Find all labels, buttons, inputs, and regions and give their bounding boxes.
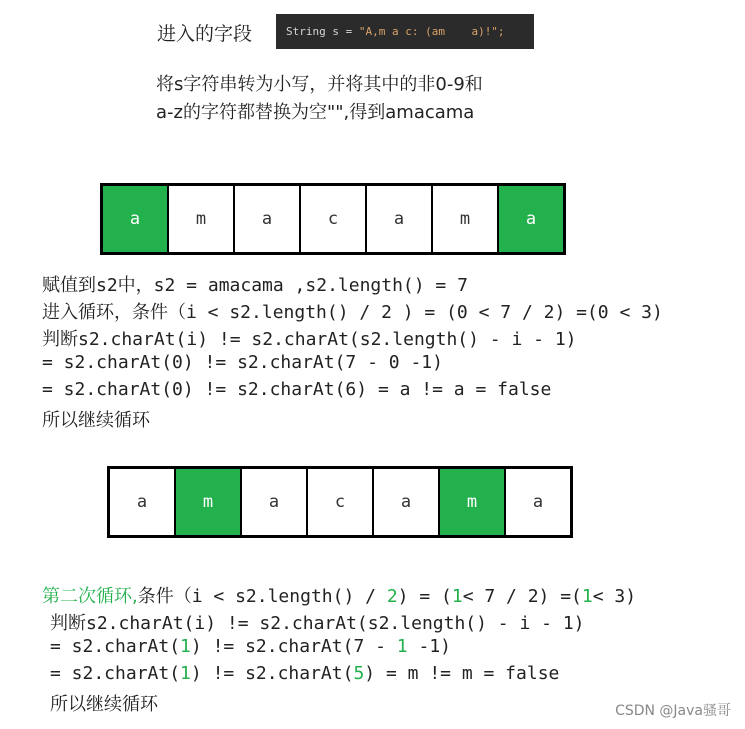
code-prefix: String s =	[286, 25, 359, 38]
step1-line: 所以继续循环	[42, 410, 150, 431]
array-cell: a	[499, 186, 563, 252]
field-label: 进入的字段	[157, 23, 253, 45]
array-cell: c	[301, 186, 367, 252]
array-second-iteration	[107, 466, 573, 538]
step1-line: = s2.charAt(0) != s2.charAt(7 - 0 -1)	[42, 352, 443, 373]
text-segment: < 7 / 2) =(	[462, 586, 582, 607]
highlight-value: 2	[386, 586, 398, 607]
highlight-value: 1	[396, 636, 408, 657]
array-cell: a	[235, 186, 301, 252]
array-cell: m	[440, 469, 506, 535]
text-segment: ) = m != m = false	[364, 663, 560, 684]
array-cell: a	[242, 469, 308, 535]
array-cell: a	[103, 186, 169, 252]
step1-line: 判断s2.charAt(i) != s2.charAt(s2.length() - i - 1)	[42, 329, 577, 350]
array-cell: a	[374, 469, 440, 535]
array-cell: a	[110, 469, 176, 535]
watermark: CSDN @Java骚哥	[615, 703, 731, 719]
text-segment: ) != s2.charAt(	[190, 663, 354, 684]
step1-line: 赋值到s2中，s2 = amacama ,s2.length() = 7	[42, 275, 468, 296]
text-segment: 条件（i < s2.length() /	[137, 586, 387, 607]
step2-line-3	[50, 636, 451, 657]
description-line-1: 将s字符串转为小写，并将其中的非0-9和	[156, 74, 483, 95]
step2-line-2: 判断s2.charAt(i) != s2.charAt(s2.length() - i - 1)	[50, 613, 585, 634]
array-cell: m	[433, 186, 499, 252]
second-loop-label: 第二次循环,	[42, 586, 138, 607]
array-cell: m	[169, 186, 235, 252]
highlight-value: 1	[180, 663, 191, 684]
step2-line-1	[42, 582, 636, 608]
highlight-value: 1	[451, 586, 463, 607]
text-segment: = s2.charAt(	[50, 663, 181, 684]
text-segment: = s2.charAt(	[50, 636, 181, 657]
highlight-value: 1	[180, 636, 191, 657]
array-cell: c	[308, 469, 374, 535]
array-cell: a	[506, 469, 570, 535]
code-snippet	[276, 14, 534, 49]
array-cell: m	[176, 469, 242, 535]
step2-line-5: 所以继续循环	[50, 694, 158, 715]
step2-line-4	[50, 663, 559, 684]
text-segment: ) != s2.charAt(7 -	[190, 636, 397, 657]
step1-line: = s2.charAt(0) != s2.charAt(6) = a != a = false	[42, 379, 552, 400]
text-segment: ) = (	[397, 586, 452, 607]
code-string: "A,m a c: (am a)!";	[358, 25, 505, 38]
step1-line: 进入循环，条件（i < s2.length() / 2 ) = (0 < 7 / 2) =(0 < 3)	[42, 302, 663, 323]
array-first-iteration	[100, 183, 566, 255]
highlight-value: 5	[353, 663, 365, 684]
text-segment: -1)	[407, 636, 451, 657]
array-cell: a	[367, 186, 433, 252]
highlight-value: 1	[581, 586, 593, 607]
text-segment: < 3)	[592, 586, 637, 607]
description-line-2: a-z的字符都替换为空"",得到amacama	[156, 102, 475, 123]
